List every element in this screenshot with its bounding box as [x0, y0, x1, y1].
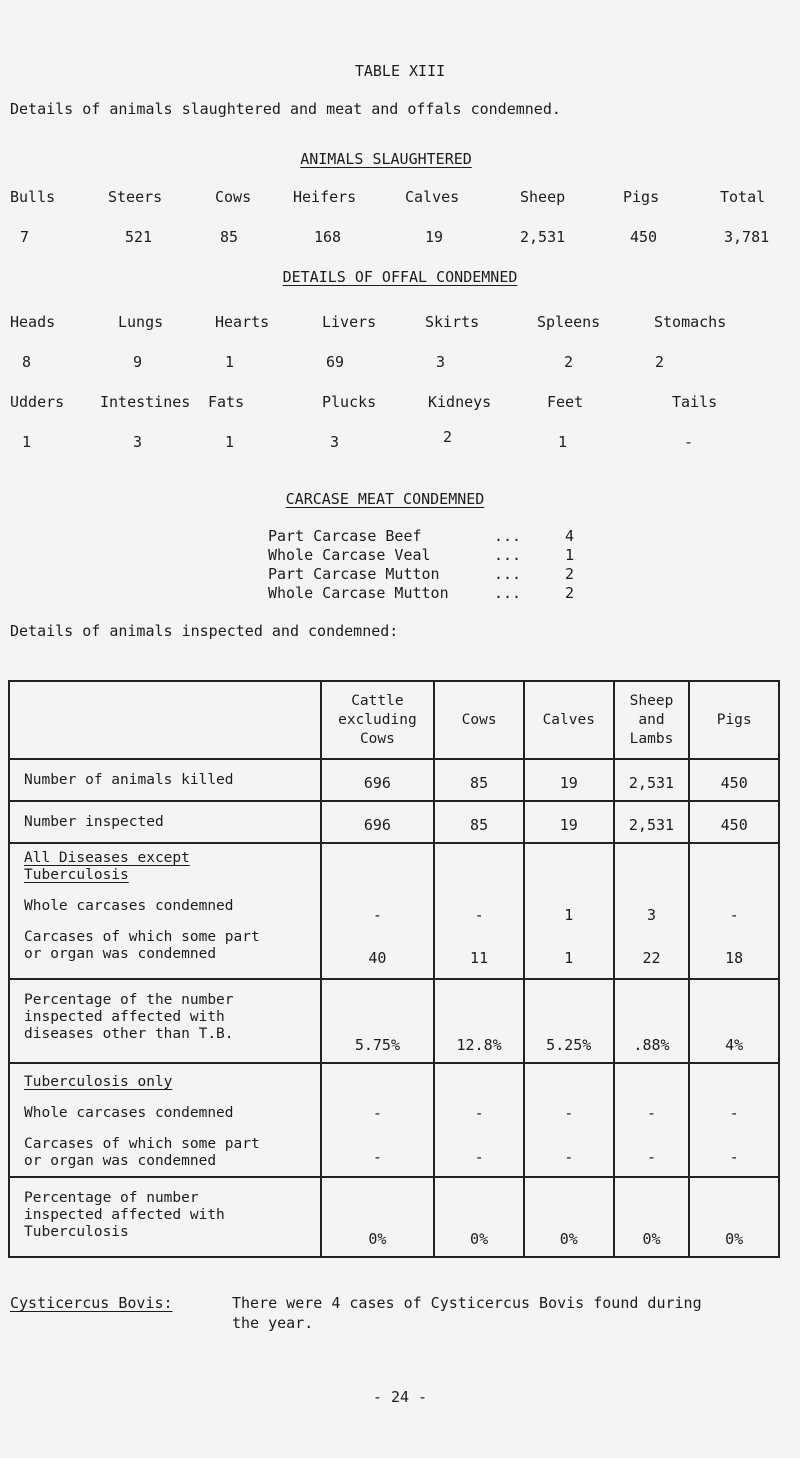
header-text: Cows [359, 730, 395, 747]
cell-value: 450 [689, 801, 779, 843]
cell-value: - [729, 1104, 739, 1122]
row-label: Number inspected [9, 801, 321, 843]
cell-pair [689, 843, 779, 979]
cell-value: .88% [614, 979, 690, 1063]
carcase-dots: ... [494, 565, 522, 583]
row-label [9, 979, 321, 1063]
offal-label: Feet [547, 393, 584, 411]
slaughtered-label: Pigs [623, 188, 660, 206]
slaughtered-value: 168 [314, 228, 342, 246]
carcase-dots: ... [494, 584, 522, 602]
table-header-row [9, 681, 779, 759]
table-row-all-diseases [9, 843, 779, 979]
cell-value: - [372, 906, 382, 924]
cell-value: 0% [524, 1177, 614, 1257]
table-row-inspected [9, 801, 779, 843]
table-row-pct-tb [9, 1177, 779, 1257]
cell-value: - [729, 1148, 739, 1166]
offal-value: 3 [436, 353, 446, 371]
cell-value: 450 [689, 759, 779, 801]
label-line: inspected affected with [24, 1207, 225, 1223]
carcase-item-value: 2 [565, 565, 575, 583]
offal-value: 3 [133, 433, 143, 451]
offal-label: Fats [208, 393, 245, 411]
offal-label: Livers [322, 313, 377, 331]
cell-value: 4% [689, 979, 779, 1063]
table-row-killed [9, 759, 779, 801]
page-number: - 24 - [372, 1388, 428, 1406]
row-label: Number of animals killed [9, 759, 321, 801]
sub-label: or organ was condemned [24, 946, 217, 962]
cell-value: 12.8% [434, 979, 524, 1063]
carcase-item-label: Part Carcase Beef [268, 527, 422, 545]
cell-value: - [564, 1104, 574, 1122]
label-line: Percentage of number [24, 1190, 199, 1206]
cell-value: 3 [646, 906, 656, 924]
carcase-dots: ... [494, 527, 522, 545]
cell-pair [321, 843, 435, 979]
carcase-item-label: Whole Carcase Veal [268, 546, 431, 564]
offal-value: 1 [225, 433, 235, 451]
inspection-table [8, 680, 780, 1258]
inspected-intro: Details of animals inspected and condemned: [10, 622, 399, 640]
cell-value: 40 [368, 949, 387, 967]
cell-value: 2,531 [614, 759, 690, 801]
carcase-item-value: 4 [565, 527, 575, 545]
row-label [9, 843, 321, 979]
slaughtered-value: 7 [20, 228, 30, 246]
cell-value: 19 [524, 759, 614, 801]
offal-label: Hearts [215, 313, 270, 331]
section-heading: Tuberculosis only [24, 1074, 173, 1090]
slaughtered-value: 2,531 [520, 228, 566, 246]
cell-value: - [564, 1148, 574, 1166]
intro-text: Details of animals slaughtered and meat and offals condemned. [10, 100, 561, 118]
cell-pair [321, 1063, 435, 1177]
slaughtered-heading: ANIMALS SLAUGHTERED [300, 150, 472, 168]
section-heading: All Diseases except [24, 850, 190, 866]
offal-value: 3 [330, 433, 340, 451]
header-calves: Calves [524, 681, 614, 759]
slaughtered-label: Steers [108, 188, 163, 206]
slaughtered-label: Sheep [520, 188, 566, 206]
offal-label: Skirts [425, 313, 480, 331]
header-sheep [614, 681, 690, 759]
offal-value: 69 [326, 353, 345, 371]
cysticercus-text: There were 4 cases of Cysticercus Bovis found during [232, 1294, 702, 1312]
slaughtered-label: Heifers [293, 188, 357, 206]
slaughtered-value: 19 [425, 228, 444, 246]
offal-label: Plucks [322, 393, 377, 411]
header-text: Sheep [629, 692, 674, 709]
carcase-dots: ... [494, 546, 522, 564]
header-text: and [638, 711, 665, 728]
slaughtered-value: 450 [630, 228, 658, 246]
cell-value: 85 [434, 801, 524, 843]
cell-value: - [474, 906, 484, 924]
cell-pair [434, 843, 524, 979]
cell-value: 696 [321, 759, 435, 801]
cell-value: 18 [725, 949, 744, 967]
offal-value: 1 [558, 433, 568, 451]
offal-label: Tails [672, 393, 718, 411]
cell-pair [614, 1063, 690, 1177]
carcase-item-label: Part Carcase Mutton [268, 565, 440, 583]
cell-value: 0% [689, 1177, 779, 1257]
cell-pair [614, 843, 690, 979]
offal-heading: DETAILS OF OFFAL CONDEMNED [282, 268, 518, 286]
header-cows: Cows [434, 681, 524, 759]
header-blank-cell [9, 681, 321, 759]
cell-value: - [372, 1104, 382, 1122]
header-text: Cattle [351, 692, 404, 709]
offal-value: 1 [225, 353, 235, 371]
sub-label: Carcases of which some part [24, 1136, 260, 1152]
offal-label: Heads [10, 313, 56, 331]
offal-label: Intestines [100, 393, 191, 411]
cell-value: - [646, 1148, 656, 1166]
cell-value: 696 [321, 801, 435, 843]
table-title: TABLE XIII [354, 62, 446, 80]
carcase-item-label: Whole Carcase Mutton [268, 584, 449, 602]
carcase-heading: CARCASE MEAT CONDEMNED [285, 490, 485, 508]
offal-label: Spleens [537, 313, 601, 331]
cysticercus-text: the year. [232, 1314, 314, 1332]
cell-pair [524, 843, 614, 979]
cell-value: 2,531 [614, 801, 690, 843]
cell-value: 0% [434, 1177, 524, 1257]
cell-value: 1 [564, 949, 574, 967]
table-row-pct-other [9, 979, 779, 1063]
cell-value: - [372, 1148, 382, 1166]
header-cattle [321, 681, 435, 759]
cell-value: 19 [524, 801, 614, 843]
cysticercus-label: Cysticercus Bovis: [10, 1294, 173, 1312]
slaughtered-value: 521 [125, 228, 153, 246]
cell-pair [434, 1063, 524, 1177]
slaughtered-label: Cows [215, 188, 252, 206]
header-pigs: Pigs [689, 681, 779, 759]
offal-value: 2 [443, 428, 453, 446]
offal-value: 1 [22, 433, 32, 451]
header-text: excluding [338, 711, 417, 728]
slaughtered-label: Calves [405, 188, 460, 206]
cell-value: 1 [564, 906, 574, 924]
slaughtered-label: Total [720, 188, 766, 206]
sub-label: Carcases of which some part [24, 929, 260, 945]
cell-value: 0% [614, 1177, 690, 1257]
slaughtered-value: 85 [220, 228, 239, 246]
label-line: Percentage of the number [24, 992, 234, 1008]
offal-label: Stomachs [654, 313, 727, 331]
sub-label: or organ was condemned [24, 1153, 217, 1169]
offal-label: Udders [10, 393, 65, 411]
carcase-item-value: 1 [565, 546, 575, 564]
cell-value: 22 [642, 949, 661, 967]
row-label [9, 1177, 321, 1257]
offal-value: 2 [655, 353, 665, 371]
cell-value: 85 [434, 759, 524, 801]
cell-value: 11 [470, 949, 489, 967]
cell-pair [524, 1063, 614, 1177]
offal-value: 2 [564, 353, 574, 371]
row-label [9, 1063, 321, 1177]
slaughtered-label: Bulls [10, 188, 56, 206]
cell-value: - [474, 1104, 484, 1122]
cell-value: - [474, 1148, 484, 1166]
cell-pair [689, 1063, 779, 1177]
cell-value: 5.25% [524, 979, 614, 1063]
offal-value: 9 [133, 353, 143, 371]
cell-value: - [729, 906, 739, 924]
carcase-item-value: 2 [565, 584, 575, 602]
offal-value: 8 [22, 353, 32, 371]
cell-value: 5.75% [321, 979, 435, 1063]
header-text: Lambs [629, 730, 674, 747]
label-line: diseases other than T.B. [24, 1026, 234, 1042]
offal-value: - [684, 433, 694, 451]
section-heading: Tuberculosis [24, 867, 129, 883]
label-line: Tuberculosis [24, 1224, 129, 1240]
offal-label: Kidneys [428, 393, 492, 411]
cell-value: 0% [321, 1177, 435, 1257]
table-row-tb [9, 1063, 779, 1177]
offal-label: Lungs [118, 313, 164, 331]
label-line: inspected affected with [24, 1009, 225, 1025]
sub-label: Whole carcases condemned [24, 898, 234, 914]
sub-label: Whole carcases condemned [24, 1105, 234, 1121]
cell-value: - [646, 1104, 656, 1122]
slaughtered-value: 3,781 [724, 228, 770, 246]
